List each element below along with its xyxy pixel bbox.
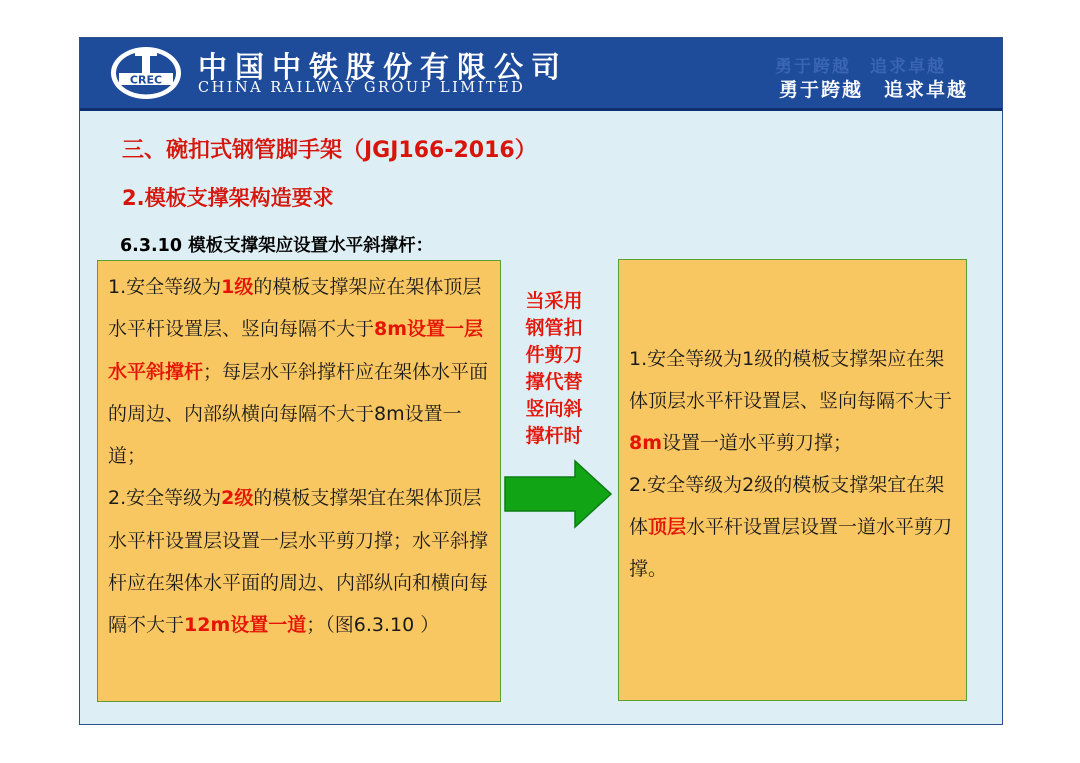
condition-note: 当采用钢管扣件剪刀撑代替竖向斜撑杆时	[525, 290, 583, 447]
slogan: 勇于跨越 追求卓越	[778, 79, 968, 101]
left-p1-text-3: ；每层水平斜撑杆应在架体水平面的周边、内部纵横向每隔不大于8m设置一道；	[108, 360, 489, 468]
left-p1-text-2: 的模板支撑架应在架体顶层水平杆设置层、竖向每隔不大于	[108, 276, 482, 341]
left-requirement-box	[97, 260, 501, 702]
right-p2-text-2: 水平杆设置层设置一道水平剪刀撑。	[629, 516, 953, 580]
slogan-watermark: 勇于跨越 追求卓越	[775, 57, 946, 77]
company-name-cn: 中国中铁股份有限公司	[198, 50, 569, 84]
right-p2-highlight: 顶层	[648, 516, 687, 538]
svg-text:CREC: CREC	[129, 73, 163, 87]
left-p1-level: 1级	[221, 276, 254, 298]
crec-logo-icon	[108, 45, 184, 101]
left-p2-text: 2.安全等级为	[108, 487, 222, 510]
section-title: 三、碗扣式钢管脚手架（JGJ166-2016）	[122, 138, 537, 163]
slide	[79, 37, 1003, 725]
left-p1-text: 1.安全等级为	[108, 276, 222, 298]
left-p2-level: 2级	[221, 487, 254, 510]
right-p1-text-2: 设置一道水平剪刀撑；	[662, 432, 853, 454]
header-banner	[80, 38, 1002, 108]
header-divider	[80, 108, 1002, 111]
right-requirement-box	[618, 259, 967, 701]
arrow-right-icon	[503, 459, 613, 529]
right-p1-highlight: 8m	[629, 432, 663, 454]
subsection-title: 2.模板支撑架构造要求	[122, 186, 334, 210]
company-name-en: CHINA RAILWAY GROUP LIMITED	[198, 80, 526, 96]
right-p1-text: 1.安全等级为1级的模板支撑架应在架体顶层水平杆设置层、竖向每隔不大于	[629, 348, 953, 412]
left-p2-highlight: 12m设置一道	[184, 614, 307, 637]
right-p2-text: 2.安全等级为2级的模板支撑架宜在架体	[629, 474, 945, 538]
clause-heading: 6.3.10 模板支撑架应设置水平斜撑杆：	[120, 236, 434, 256]
left-p1-highlight: 8m设置一层水平斜撑杆	[108, 318, 484, 383]
left-p2-text-2: 的模板支撑架宜在架体顶层水平杆设置层设置一层水平剪刀撑；水平斜撑杆应在架体水平面的周边、内部纵向和横向每隔不大于	[108, 487, 489, 637]
left-p2-text-3: ；（图6.3.10 ）	[306, 614, 440, 637]
